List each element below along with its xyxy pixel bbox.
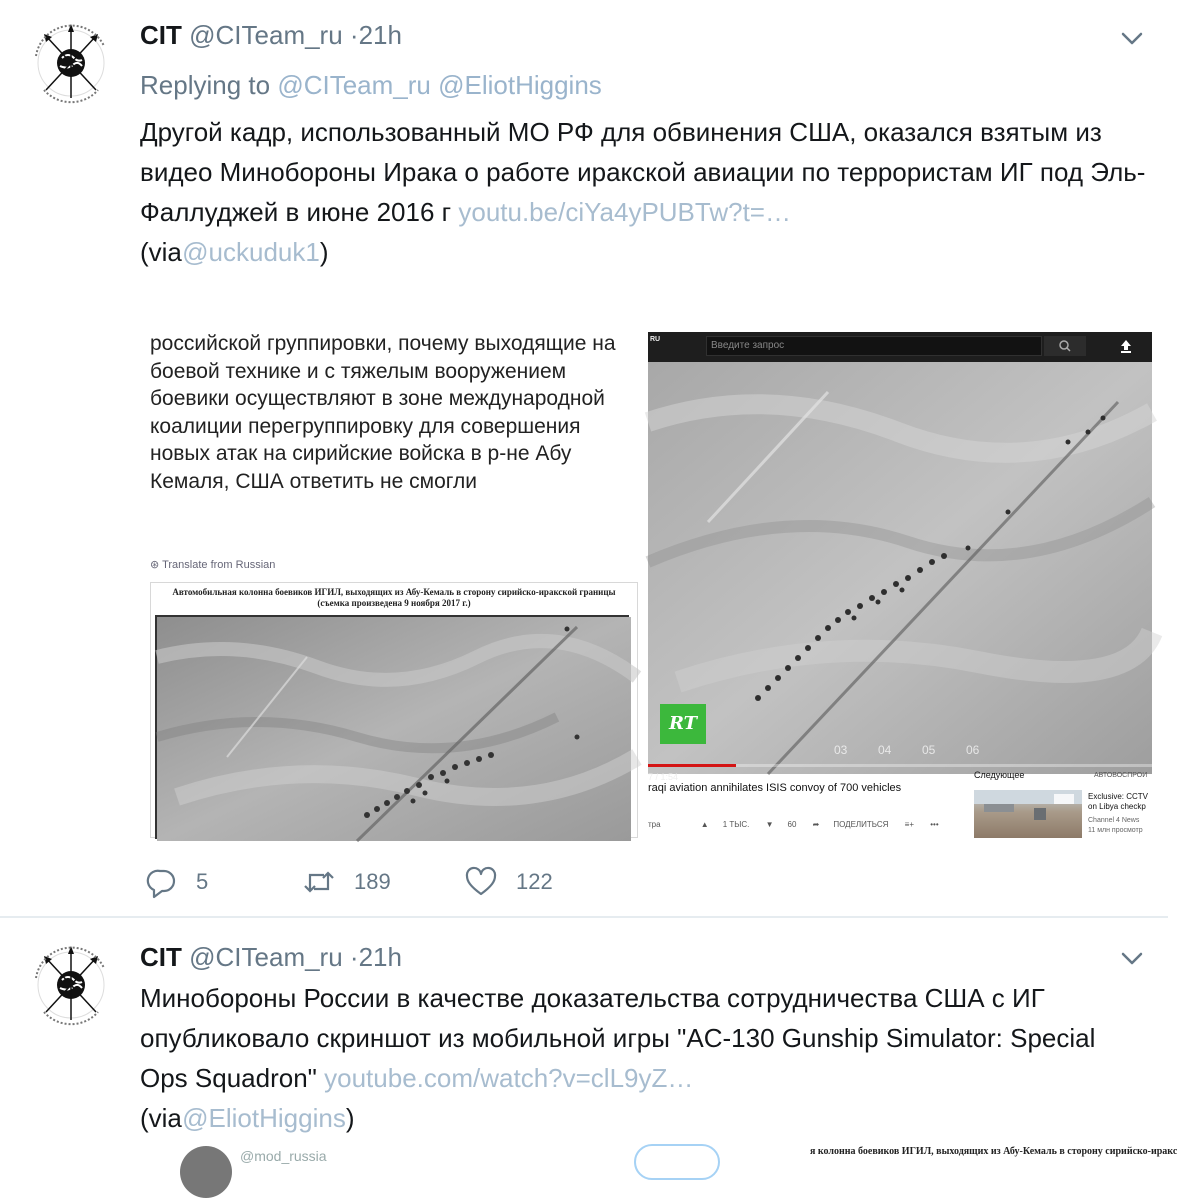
- next-video-meta: [1088, 816, 1158, 836]
- tweet-text: [140, 112, 1150, 272]
- video-frame-image: [648, 362, 1152, 774]
- video-title: raqi aviation annihilates ISIS convoy of 700 vehicles: [648, 782, 902, 794]
- via-mention[interactable]: @uckuduk1: [182, 237, 320, 267]
- via-mention[interactable]: @EliotHiggins: [182, 1103, 346, 1133]
- globe-icon: ⊛: [150, 559, 160, 571]
- retweet-count: 189: [354, 869, 391, 894]
- svg-text:03: 03: [834, 743, 848, 757]
- video-progress-fill: [648, 764, 736, 767]
- reply-button[interactable]: [144, 862, 208, 902]
- chevron-down-icon[interactable]: [1118, 944, 1146, 972]
- upload-icon: [1118, 338, 1134, 354]
- author-name[interactable]: CIT: [140, 20, 182, 50]
- aerial-photo: [155, 615, 629, 839]
- document-caption-line: (съемка произведена 9 ноября 2017 г.): [317, 598, 471, 608]
- youtube-logo: RU: [650, 336, 661, 343]
- tweet-header: [140, 18, 402, 52]
- embedded-avatar: [180, 1146, 232, 1198]
- svg-text:05: 05: [922, 743, 936, 757]
- screenshot-text: российской группировки, почему выходящие на боевой технике и с тяжелым вооружением боевики осуществляют в зоне международной коалиции перегруппировку для совершения новых атак на сирийские войска в р-не Абу Кемаля, США ответить не смогли: [150, 332, 616, 493]
- author-name[interactable]: CIT: [140, 942, 182, 972]
- video-actions: [648, 820, 953, 829]
- via-prefix: (via: [140, 1103, 182, 1133]
- tweet-media-partial: [0, 1136, 1177, 1176]
- dislike-count: 60: [787, 820, 797, 829]
- avatar[interactable]: [24, 16, 118, 110]
- share-icon: ➦: [812, 820, 820, 829]
- timestamp[interactable]: ·21h: [349, 20, 402, 50]
- translate-label: Translate from Russian: [162, 559, 276, 571]
- translate-link: [150, 558, 275, 571]
- author-handle[interactable]: @CITeam_ru: [189, 20, 343, 50]
- tweet-link[interactable]: youtu.be/ciYa4yPUBTw?t=…: [458, 197, 791, 227]
- tweet[interactable]: [0, 920, 1177, 1176]
- channel-name: тра: [648, 820, 661, 829]
- media-image-right[interactable]: [648, 332, 1152, 838]
- media-image-left[interactable]: [140, 330, 640, 838]
- autoplay-label: АВТОВОСПРОИ: [1094, 772, 1148, 779]
- next-video-title: Exclusive: CCTV on Libya checkp: [1088, 792, 1149, 811]
- next-video-thumbnail: [974, 790, 1082, 838]
- timestamp[interactable]: ·21h: [349, 942, 402, 972]
- mention-link[interactable]: @CITeam_ru: [277, 70, 431, 100]
- avatar-logo-icon: [24, 938, 118, 1032]
- tweet-header: [140, 940, 402, 974]
- document-caption: [151, 587, 637, 609]
- via-suffix: ): [345, 1103, 355, 1133]
- avatar[interactable]: [24, 938, 118, 1032]
- tweet-media[interactable]: [140, 330, 1152, 838]
- share-label: ПОДЕЛИТЬСЯ: [833, 820, 889, 829]
- replying-to-label: Replying to: [140, 70, 271, 100]
- add-to-playlist-icon: ≡+: [904, 820, 915, 829]
- thumb-down-icon: ▼: [765, 820, 774, 829]
- thumb-up-icon: ▲: [700, 820, 709, 829]
- heart-icon: [464, 865, 498, 899]
- embedded-follow-button: [634, 1144, 720, 1180]
- video-time: 7 / 1:54: [648, 772, 679, 782]
- more-icon: •••: [930, 820, 939, 829]
- reply-count: 5: [196, 869, 209, 894]
- svg-text:06: 06: [966, 743, 980, 757]
- like-button[interactable]: [464, 862, 553, 902]
- youtube-header: [648, 332, 1152, 362]
- video-progress-bar: [648, 764, 1152, 767]
- author-handle[interactable]: @CITeam_ru: [189, 942, 343, 972]
- next-video-channel: Channel 4 News: [1088, 817, 1140, 824]
- tweet-link[interactable]: youtube.com/watch?v=clL9yZ…: [324, 1063, 694, 1093]
- thumbnail-image: [974, 790, 1082, 838]
- document-caption-line: Автомобильная колонна боевиков ИГИЛ, выходящих из Абу-Кемаль в сторону сирийско-иракской границы: [172, 587, 616, 597]
- retweet-button[interactable]: [302, 862, 391, 902]
- avatar-logo-icon: [24, 16, 118, 110]
- tweet-text: [140, 978, 1150, 1138]
- tweet-body: Минобороны России в качестве доказательства сотрудничества США с ИГ опубликовало скриншот из мобильной игры "AC-130 Gunship Simulator: Special Ops Squadron": [140, 983, 1096, 1093]
- aerial-photo-image: [157, 617, 631, 841]
- rt-logo: RT: [660, 704, 706, 744]
- up-next-label: Следующее: [974, 770, 1025, 780]
- svg-text:04: 04: [878, 743, 892, 757]
- retweet-icon: [302, 865, 336, 899]
- mention-link[interactable]: @EliotHiggins: [438, 70, 602, 100]
- like-count: 122: [516, 869, 553, 894]
- via-suffix: ): [319, 237, 329, 267]
- reply-icon: [144, 865, 178, 899]
- embedded-handle: @mod_russia: [240, 1148, 327, 1164]
- youtube-search-button: [1044, 336, 1086, 356]
- youtube-search-input: Введите запрос: [706, 336, 1042, 356]
- tweet-body: Другой кадр, использованный МО РФ для обвинения США, оказался взятым из видео Минобороны Ирака о работе иракской авиации по террористам ИГ под Эль-Фаллуджей в июне 2016 г: [140, 117, 1146, 227]
- embedded-caption: я колонна боевиков ИГИЛ, выходящих из Абу-Кемаль в сторону сирийско-иракс: [810, 1146, 1177, 1157]
- next-video-views: 11 млн просмотр: [1088, 827, 1143, 834]
- search-icon: [1044, 336, 1086, 356]
- document-screenshot: [150, 582, 638, 838]
- like-count: 1 ТЫС.: [722, 820, 750, 829]
- chevron-down-icon[interactable]: [1118, 24, 1146, 52]
- via-prefix: (via: [140, 237, 182, 267]
- replying-to: [140, 68, 602, 102]
